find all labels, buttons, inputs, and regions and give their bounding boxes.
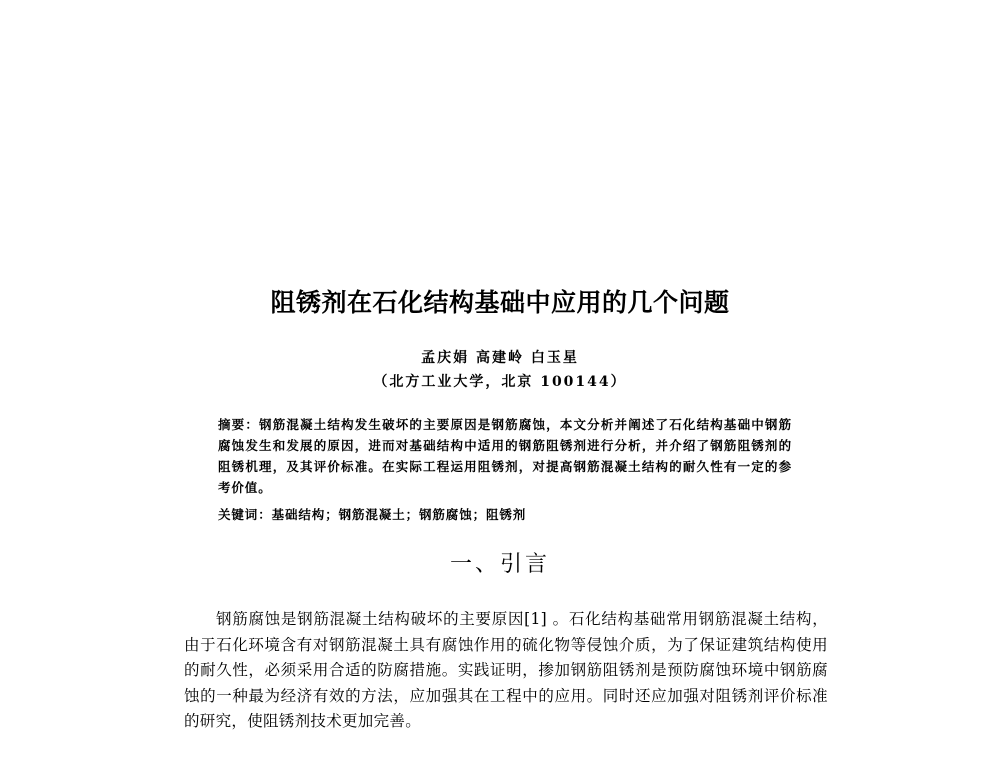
abstract-block (218, 414, 792, 498)
author-affiliation: （北方工业大学，北京 100144） (373, 374, 627, 390)
keywords-label: 关键词： (218, 507, 272, 522)
abstract-text: 钢筋混凝土结构发生破坏的主要原因是钢筋腐蚀，本文分析并阐述了石化结构基础中钢筋腐蚀发生和发展的原因，进而对基础结构中适用的钢筋阻锈剂进行分析，并介绍了钢筋阻锈剂的阻锈机理，及其评价标准。在实际工程运用阻锈剂，对提高钢筋混凝土结构的耐久性有一定的参考价值。 (218, 417, 793, 495)
keywords-block (218, 505, 792, 525)
abstract-label: 摘要： (218, 417, 260, 432)
introduction-paragraph: 钢筋腐蚀是钢筋混凝土结构破坏的主要原因[1] 。石化结构基础常用钢筋混凝土结构，由于石化环境含有对钢筋混凝土具有腐蚀作用的硫化物等侵蚀介质，为了保证建筑结构使用的耐久性，必须采用合适的防腐措施。实践证明，掺加钢筋阻锈剂是预防腐蚀环境中钢筋腐蚀的一种最为经济有效的方法，应加强其在工程中的应用。同时还应加强对阻锈剂评价标准的研究，使阻锈剂技术更加完善。 (184, 610, 828, 730)
author-list: 孟庆娟 高建岭 白玉星 (421, 350, 579, 366)
section-heading-introduction: 一、引言 (449, 552, 550, 577)
keywords-text: 基础结构；钢筋混凝土；钢筋腐蚀；阻锈剂 (271, 507, 527, 522)
paper-title: 阻锈剂在石化结构基础中应用的几个问题 (270, 288, 730, 317)
